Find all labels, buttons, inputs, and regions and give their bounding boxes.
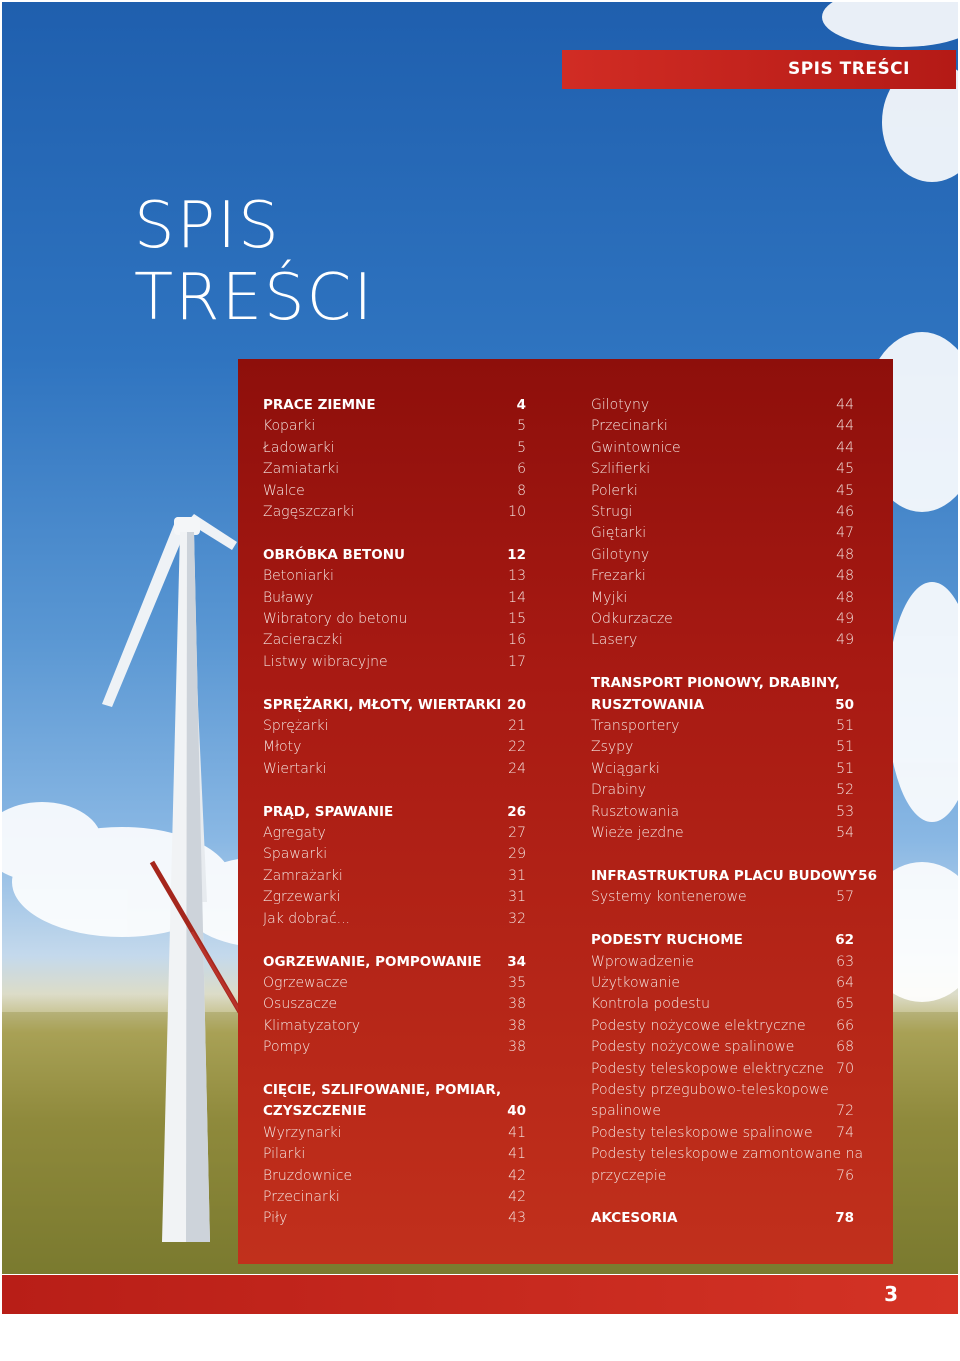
toc-entry-page: 48: [836, 568, 854, 585]
toc-entry: [263, 459, 526, 480]
toc-entry: [591, 1123, 854, 1144]
toc-entry-page: 76: [836, 1167, 854, 1184]
toc-entry-label: Klimatyzatory: [263, 1017, 360, 1034]
toc-entry-label: AKCESORIA: [591, 1210, 678, 1227]
toc-entry-page: 4: [516, 397, 526, 413]
toc-entry-label: Wibratory do betonu: [263, 611, 408, 628]
toc-entry-label: Systemy kontenerowe: [591, 889, 747, 906]
toc-entry: [263, 438, 526, 459]
toc-entry: [591, 481, 854, 502]
toc-entry-page: 54: [836, 825, 854, 842]
toc-entry: [591, 588, 854, 609]
toc-entry-label: Betoniarki: [263, 568, 334, 585]
toc-entry-page: 15: [508, 611, 526, 628]
toc-entry-page: 35: [508, 974, 526, 991]
page-title-line2: TREŚCI: [134, 261, 375, 335]
toc-entry-label: OGRZEWANIE, POMPOWANIE: [263, 953, 482, 970]
toc-section-heading: [263, 1080, 526, 1101]
toc-entry: [591, 952, 854, 973]
toc-column-left: [263, 395, 526, 1230]
toc-entry-page: 34: [507, 953, 526, 970]
toc-entry-page: 12: [507, 546, 526, 563]
toc-section-heading: [263, 952, 526, 973]
toc-entry-page: 26: [507, 803, 526, 820]
toc-entry-page: 51: [836, 718, 854, 735]
toc-section-heading: [591, 866, 877, 887]
toc-entry-label: Podesty nożycowe spalinowe: [591, 1039, 795, 1056]
toc-entry-label: Wciągarki: [591, 760, 660, 777]
toc-entry-label: Walce: [263, 482, 305, 499]
toc-entry-page: 65: [836, 996, 854, 1013]
toc-entry: [591, 609, 854, 630]
toc-entry-label: CIĘCIE, SZLIFOWANIE, POMIAR,: [263, 1081, 502, 1098]
toc-entry-label: Spawarki: [263, 846, 328, 863]
toc-entry: [591, 1080, 854, 1101]
toc-entry-page: 66: [836, 1017, 854, 1034]
toc-entry-page: 5: [517, 439, 526, 456]
toc-entry-page: 6: [517, 461, 526, 478]
toc-entry-page: 38: [508, 1017, 526, 1034]
toc-entry-label: Rusztowania: [591, 803, 680, 820]
toc-entry-page: 51: [836, 739, 854, 756]
toc-entry-page: 45: [836, 482, 854, 499]
toc-entry: [263, 1208, 526, 1229]
toc-entry-label: PODESTY RUCHOME: [591, 932, 743, 949]
toc-entry-page: 44: [836, 418, 854, 435]
toc-entry-label: Drabiny: [591, 782, 647, 799]
toc-spacer: [263, 1059, 526, 1080]
toc-entry-label: Wprowadzenie: [591, 953, 694, 970]
toc-entry: [263, 630, 526, 651]
toc-entry-page: 46: [836, 504, 854, 521]
toc-entry-page: 52: [836, 782, 854, 799]
toc-entry-label: PRĄD, SPAWANIE: [263, 803, 394, 820]
toc-entry-label: Odkurzacze: [591, 611, 673, 628]
toc-entry-page: 48: [836, 546, 854, 563]
toc-entry: [591, 887, 854, 908]
toc-entry: [591, 566, 854, 587]
toc-entry-label: Podesty teleskopowe zamontowane na: [591, 1146, 864, 1163]
toc-entry-label: Wiertarki: [263, 760, 327, 777]
toc-entry: [591, 994, 854, 1015]
toc-entry: [591, 1101, 854, 1122]
toc-entry-page: 56: [858, 867, 877, 884]
toc-entry-page: 13: [508, 568, 526, 585]
toc-entry-label: Piły: [263, 1210, 288, 1227]
toc-entry-label: Zamrażarki: [263, 867, 343, 884]
toc-spacer: [591, 652, 854, 673]
toc-entry: [591, 438, 854, 459]
toc-entry-page: 53: [836, 803, 854, 820]
toc-entry-page: 31: [508, 867, 526, 884]
toc-entry-label: OBRÓBKA BETONU: [263, 546, 405, 563]
toc-entry: [263, 502, 526, 523]
toc-entry-label: Podesty przegubowo-teleskopowe: [591, 1081, 829, 1098]
toc-entry: [263, 823, 526, 844]
toc-entry-label: PRACE ZIEMNE: [263, 397, 376, 413]
header-bar: [562, 50, 956, 89]
toc-entry-label: Wieże jezdne: [591, 825, 684, 842]
toc-entry-page: 17: [508, 653, 526, 670]
toc-spacer: [591, 1187, 854, 1208]
toc-entry-page: 41: [508, 1124, 526, 1141]
toc-entry: [263, 566, 526, 587]
toc-entry: [263, 994, 526, 1015]
header-label: SPIS TREŚCI: [787, 59, 910, 79]
footer-bar: [2, 1275, 958, 1314]
toc-entry-page: 14: [508, 589, 526, 606]
toc-entry-label: Jak dobrać...: [263, 910, 350, 927]
toc-entry-label: Bruzdownice: [263, 1167, 353, 1184]
toc-entry: [591, 1016, 854, 1037]
toc-entry-label: Wyrzynarki: [263, 1124, 342, 1141]
toc-entry: [263, 652, 526, 673]
toc-entry-label: Zsypy: [591, 739, 634, 756]
toc-entry-label: Szlifierki: [591, 461, 651, 478]
toc-entry: [591, 780, 854, 801]
toc-entry: [591, 823, 854, 844]
toc-entry-page: 49: [836, 632, 854, 649]
toc-entry-label: Giętarki: [591, 525, 647, 542]
toc-entry-label: Przecinarki: [263, 1188, 340, 1205]
toc-entry: [591, 459, 854, 480]
toc-entry-label: SPRĘŻARKI, MŁOTY, WIERTARKI: [263, 696, 502, 713]
toc-spacer: [591, 909, 854, 930]
toc-entry-label: Podesty teleskopowe spalinowe: [591, 1124, 813, 1141]
toc-entry-page: 43: [508, 1210, 526, 1227]
toc-entry-page: 42: [508, 1188, 526, 1205]
toc-section-heading: [591, 930, 854, 951]
toc-entry-label: przyczepie: [591, 1167, 667, 1184]
toc-entry: [591, 1037, 854, 1058]
toc-entry-page: 40: [507, 1103, 526, 1120]
toc-entry-page: 10: [508, 504, 526, 521]
toc-entry-label: CZYSZCZENIE: [263, 1103, 367, 1120]
toc-entry-label: Frezarki: [591, 568, 646, 585]
toc-entry-page: 29: [508, 846, 526, 863]
toc-entry: [263, 887, 526, 908]
toc-entry-label: RUSZTOWANIA: [591, 696, 705, 713]
toc-entry-label: spalinowe: [591, 1103, 662, 1120]
toc-entry-label: Koparki: [263, 418, 316, 435]
toc-entry-label: Zacieraczki: [263, 632, 343, 649]
toc-spacer: [591, 845, 854, 866]
toc-entry: [591, 973, 854, 994]
toc-section-heading: [263, 695, 526, 716]
toc-entry: [591, 1166, 854, 1187]
toc-entry-label: Gilotyny: [591, 397, 650, 413]
toc-entry: [591, 802, 854, 823]
toc-entry: [591, 716, 854, 737]
toc-entry: [591, 502, 854, 523]
toc-entry-label: Podesty nożycowe elektryczne: [591, 1017, 806, 1034]
toc-entry-page: 44: [836, 439, 854, 456]
toc-entry-label: Podesty teleskopowe elektryczne: [591, 1060, 824, 1077]
toc-entry-page: 41: [508, 1146, 526, 1163]
toc-entry-page: 44: [836, 397, 854, 413]
toc-entry-page: 63: [836, 953, 854, 970]
toc-entry-label: TRANSPORT PIONOWY, DRABINY,: [591, 675, 840, 692]
toc-entry-page: 78: [835, 1210, 854, 1227]
toc-entry: [263, 1123, 526, 1144]
toc-entry-label: Zgrzewarki: [263, 889, 341, 906]
toc-entry: [263, 609, 526, 630]
toc-entry-page: 64: [836, 974, 854, 991]
toc-entry-label: Osuszacze: [263, 996, 338, 1013]
toc-entry-label: Sprężarki: [263, 718, 329, 735]
toc-entry-page: 62: [835, 932, 854, 949]
toc-entry-page: 49: [836, 611, 854, 628]
toc-entry: [263, 1144, 526, 1165]
toc-entry: [263, 481, 526, 502]
page-number: 3: [884, 1282, 898, 1306]
toc-entry-label: Zagęszczarki: [263, 504, 355, 521]
toc-panel: [238, 359, 893, 1264]
toc-entry-label: Użytkowanie: [591, 974, 680, 991]
toc-entry-page: 5: [517, 418, 526, 435]
toc-entry-label: Myjki: [591, 589, 628, 606]
toc-entry-page: 42: [508, 1167, 526, 1184]
toc-entry: [263, 588, 526, 609]
toc-entry-page: 48: [836, 589, 854, 606]
toc-entry-page: 47: [836, 525, 854, 542]
toc-section-heading: [263, 545, 526, 566]
toc-entry-label: Zamiatarki: [263, 461, 340, 478]
toc-entry-page: 32: [508, 910, 526, 927]
toc-entry-page: 21: [508, 718, 526, 735]
toc-entry-label: Gilotyny: [591, 546, 650, 563]
toc-entry: [263, 866, 526, 887]
toc-entry: [591, 737, 854, 758]
toc-entry-page: 57: [836, 889, 854, 906]
toc-spacer: [263, 780, 526, 801]
toc-entry-label: Gwintownice: [591, 439, 681, 456]
toc-entry: [263, 1016, 526, 1037]
toc-entry: [263, 759, 526, 780]
toc-entry: [263, 973, 526, 994]
toc-entry-page: 16: [508, 632, 526, 649]
toc-entry-label: Młoty: [263, 739, 302, 756]
toc-entry-label: Ogrzewacze: [263, 974, 348, 991]
toc-entry-label: Polerki: [591, 482, 638, 499]
page-title-line1: SPIS: [134, 189, 281, 263]
toc-section-heading: [263, 395, 526, 416]
toc-entry-label: Kontrola podestu: [591, 996, 710, 1013]
toc-spacer: [263, 673, 526, 694]
toc-entry-page: 38: [508, 996, 526, 1013]
toc-entry: [263, 716, 526, 737]
toc-entry: [263, 416, 526, 437]
toc-entry: [263, 737, 526, 758]
toc-section-heading: [591, 673, 854, 694]
toc-section-heading: [591, 695, 854, 716]
toc-entry-page: 74: [836, 1124, 854, 1141]
toc-entry: [263, 1037, 526, 1058]
toc-entry-page: 72: [836, 1103, 854, 1120]
toc-entry: [263, 909, 526, 930]
toc-entry: [591, 1059, 854, 1080]
toc-entry-page: 20: [507, 696, 526, 713]
toc-entry-page: 50: [835, 696, 854, 713]
toc-spacer: [263, 523, 526, 544]
toc-entry-label: Agregaty: [263, 825, 326, 842]
toc-entry: [591, 523, 854, 544]
toc-entry-label: Lasery: [591, 632, 638, 649]
toc-entry: [591, 545, 854, 566]
toc-entry: [591, 1144, 864, 1165]
toc-section-heading: [263, 1101, 526, 1122]
toc-entry: [263, 844, 526, 865]
toc-column-right: [591, 395, 877, 1230]
toc-entry-label: Ładowarki: [263, 439, 335, 456]
toc-entry: [591, 416, 854, 437]
toc-section-heading: [591, 1208, 854, 1229]
toc-entry-page: 51: [836, 760, 854, 777]
toc-entry: [263, 1187, 526, 1208]
toc-entry-label: Listwy wibracyjne: [263, 653, 388, 670]
page-title: [134, 190, 374, 334]
toc-spacer: [263, 930, 526, 951]
toc-entry-label: Transportery: [591, 718, 680, 735]
toc-entry: [591, 630, 854, 651]
toc-entry-page: 27: [508, 825, 526, 842]
toc-entry-page: 70: [836, 1060, 854, 1077]
toc-entry-label: Pilarki: [263, 1146, 306, 1163]
toc-entry-page: 45: [836, 461, 854, 478]
toc-entry-page: 22: [508, 739, 526, 756]
toc-entry-page: 31: [508, 889, 526, 906]
toc-entry: [263, 1166, 526, 1187]
toc-entry-label: INFRASTRUKTURA PLACU BUDOWY: [591, 867, 857, 884]
toc-entry-page: 8: [517, 482, 526, 499]
toc-entry: [591, 395, 854, 416]
toc-entry-page: 38: [508, 1039, 526, 1056]
toc-entry-page: 68: [836, 1039, 854, 1056]
toc-entry: [591, 759, 854, 780]
toc-section-heading: [263, 802, 526, 823]
toc-entry-page: 24: [508, 760, 526, 777]
toc-entry-label: Strugi: [591, 504, 633, 521]
toc-entry-label: Buławy: [263, 589, 314, 606]
toc-entry-label: Przecinarki: [591, 418, 668, 435]
toc-entry-label: Pompy: [263, 1039, 311, 1056]
